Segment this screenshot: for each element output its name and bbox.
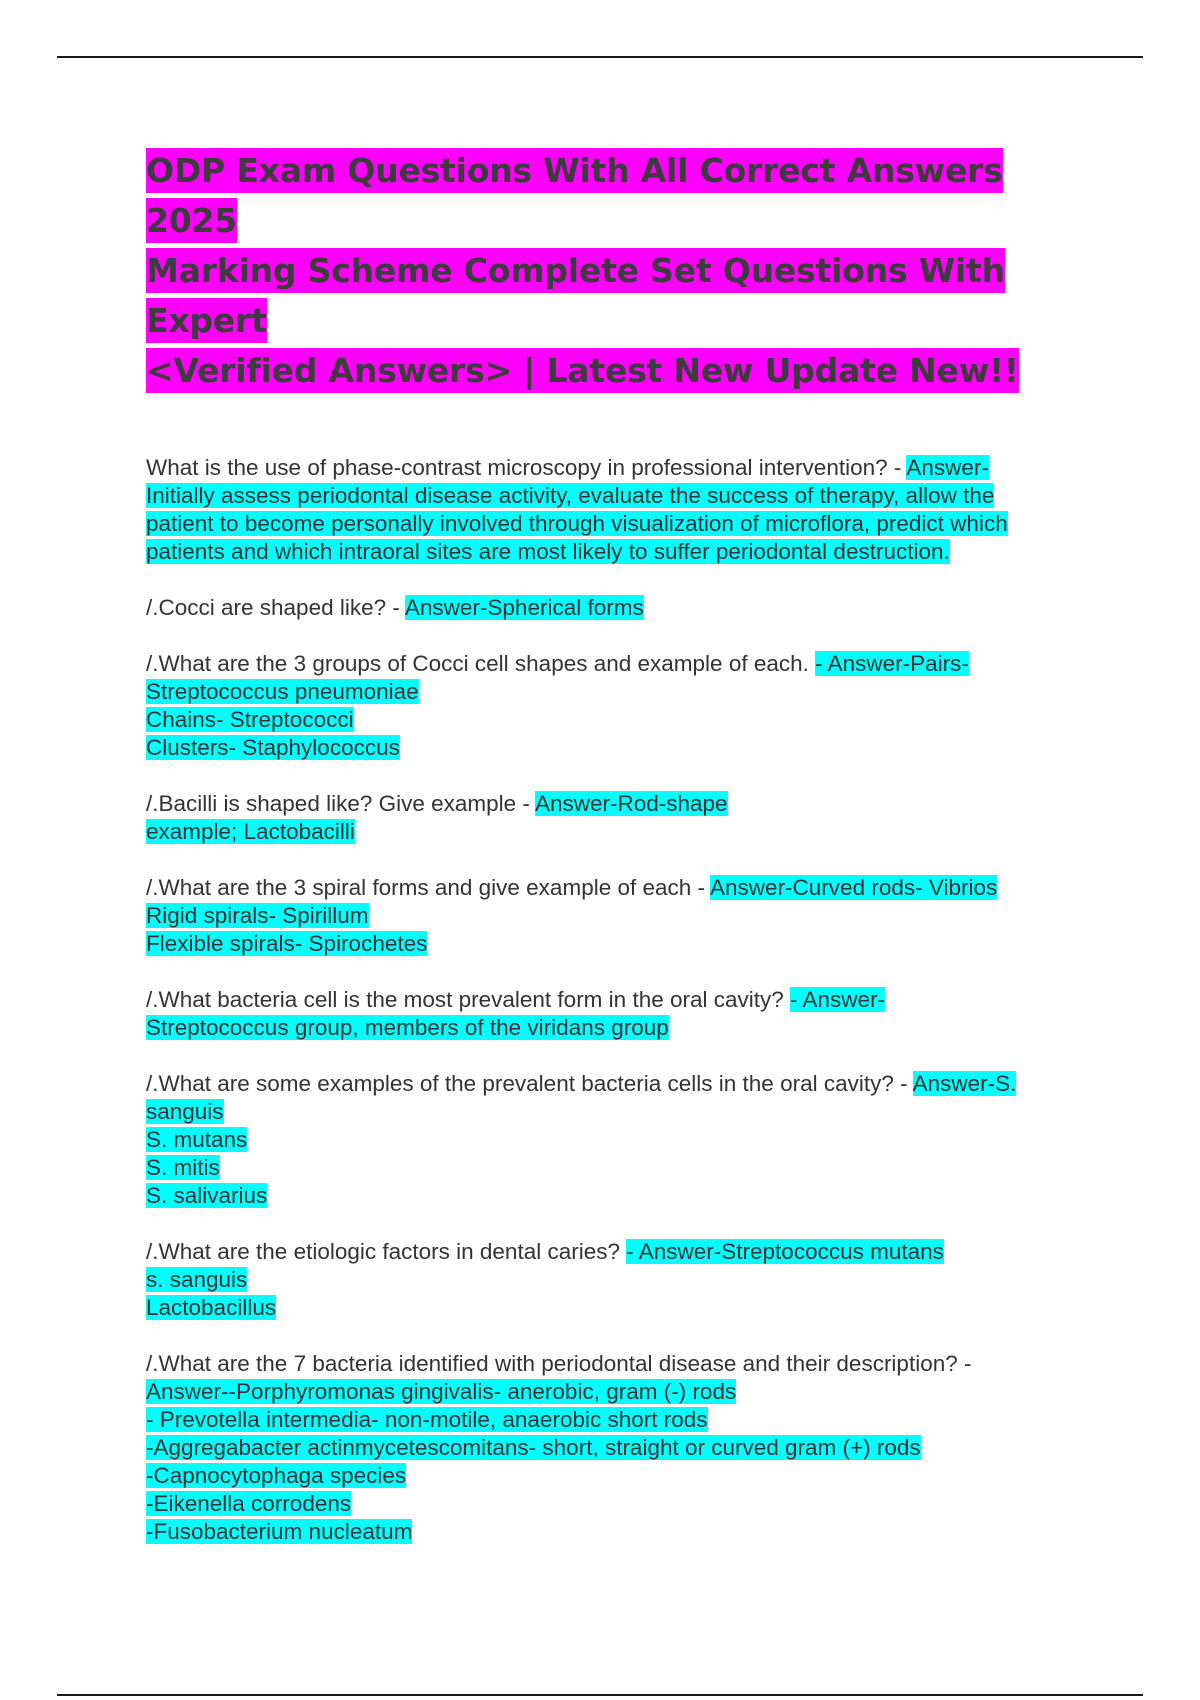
- answer-text: - Answer-Streptococcus mutans s. sanguis Lactobacillus: [146, 1239, 944, 1320]
- qa-item-7: [146, 1070, 1096, 1210]
- qa-item-1: [146, 454, 1096, 566]
- footer-rule: [57, 1694, 1143, 1696]
- question-text: /.What are the 3 groups of Cocci cell shapes and example of each.: [146, 651, 816, 676]
- answer-text: Answer-Rod-shape example; Lactobacilli: [146, 791, 728, 844]
- qa-item-9: [146, 1350, 1096, 1546]
- qa-item-2: [146, 594, 1096, 622]
- answer-text: Answer-Curved rods- Vibrios Rigid spirals- Spirillum Flexible spirals- Spirochetes: [146, 875, 998, 956]
- question-text: /.Bacilli is shaped like? Give example -: [146, 791, 535, 816]
- question-text: /.What are the etiologic factors in dental caries?: [146, 1239, 627, 1264]
- document-title: [146, 146, 1096, 396]
- answer-text: Answer- Initially assess periodontal disease activity, evaluate the success of therapy, allow the patient to become personally involved through visualization of microflora, predict which patients and which intraoral sites are most likely to suffer periodontal destruction.: [146, 455, 1008, 564]
- answer-text: Answer-Spherical forms: [404, 595, 644, 620]
- question-text: /.What are the 3 spiral forms and give example of each -: [146, 875, 711, 900]
- title-highlight: ODP Exam Questions With All Correct Answers 2025 Marking Scheme Complete Set Questions With Expert <Verified Answers> | Latest New Update New!!: [146, 148, 1019, 393]
- question-text: /.Cocci are shaped like? -: [146, 595, 405, 620]
- question-text: /.What are the 7 bacteria identified with periodontal disease and their description? -: [146, 1351, 972, 1376]
- question-text: /.What bacteria cell is the most prevalent form in the oral cavity?: [146, 987, 791, 1012]
- header-rule: [57, 56, 1143, 58]
- answer-text: Answer--Porphyromonas gingivalis- anerobic, gram (-) rods - Prevotella intermedia- non-motile, anaerobic short rods -Aggregabacter actinmycetescomitans- short, straight or curved gram (+) rods -Capnocytophaga species -Eikenella corrodens -Fusobacterium nucleatum: [146, 1379, 921, 1544]
- answer-text: - Answer- Streptococcus group, members of the viridans group: [146, 987, 886, 1040]
- answer-text: - Answer-Pairs- Streptococcus pneumoniae Chains- Streptococci Clusters- Staphylococcus: [146, 651, 969, 760]
- qa-item-6: [146, 986, 1096, 1042]
- answer-text: Answer-S. sanguis S. mutans S. mitis S. salivarius: [146, 1071, 1017, 1208]
- question-text: What is the use of phase-contrast microscopy in professional intervention? -: [146, 455, 907, 480]
- qa-item-3: [146, 650, 1096, 762]
- qa-item-8: [146, 1238, 1096, 1322]
- document-body: [146, 146, 1096, 1574]
- qa-item-4: [146, 790, 1096, 846]
- qa-item-5: [146, 874, 1096, 958]
- question-text: /.What are some examples of the prevalent bacteria cells in the oral cavity? -: [146, 1071, 913, 1096]
